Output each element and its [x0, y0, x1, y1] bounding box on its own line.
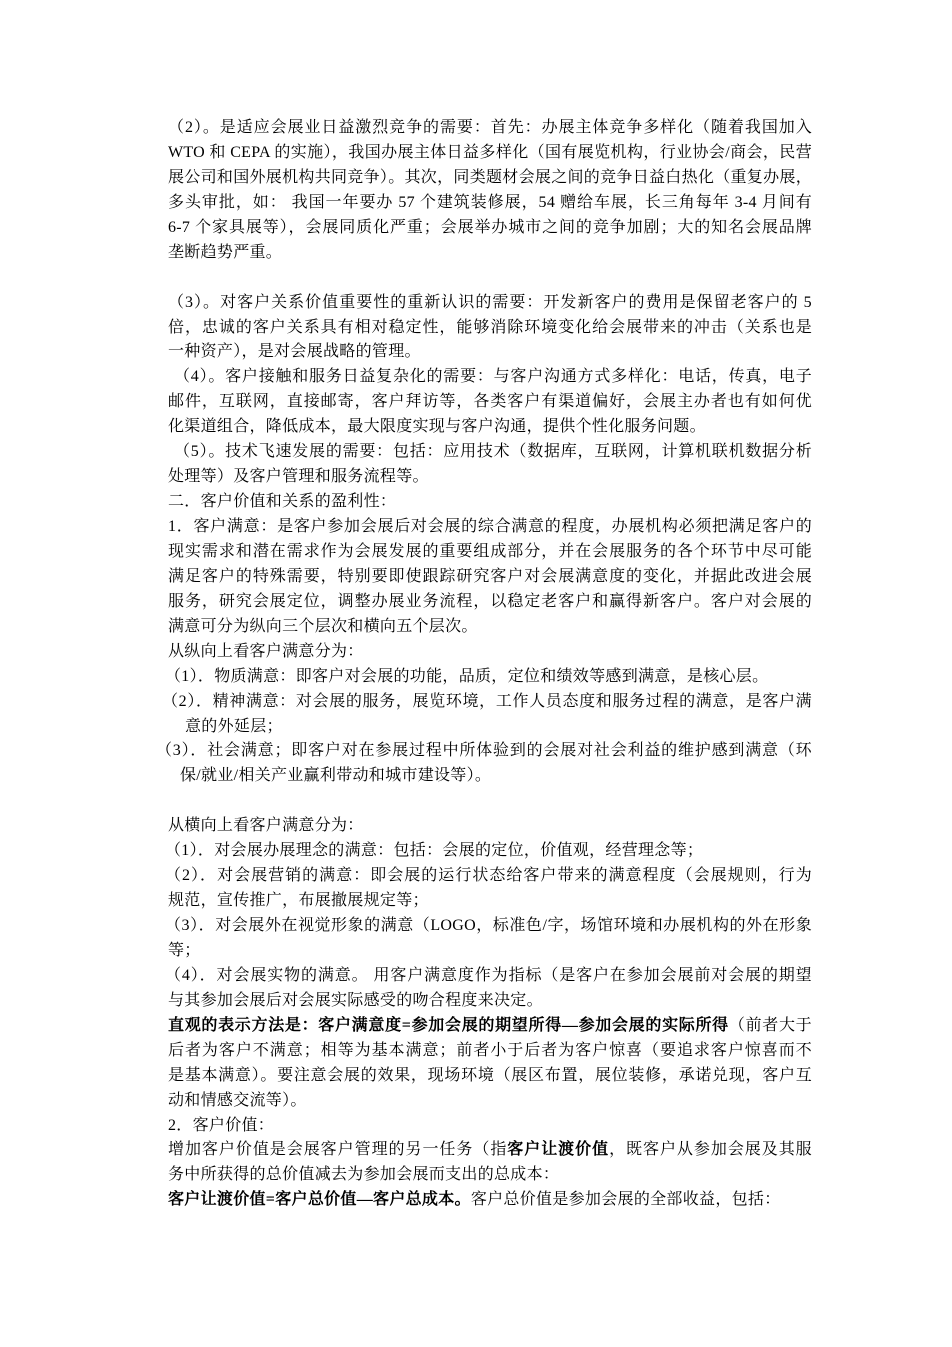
subsection-heading: 2．客户价值：	[168, 1116, 275, 1134]
emphasis-text: 客户让渡价值	[507, 1141, 610, 1159]
text-segment: （前者大于	[728, 1016, 812, 1034]
text-line: 务中所获得的总价值减去为参加会展而支出的总成本：	[168, 1166, 560, 1184]
text-line: 是基本满意）。要注意会展的效果，现场环境（展区布置，展位装修，承诺兑现，客户互	[168, 1066, 812, 1084]
text-line: 化渠道组合，降低成本，最大限度实现与客户沟通，提供个性化服务问题。	[168, 418, 706, 436]
text-segment: 客户总价值是参加会展的全部收益，包括：	[470, 1191, 781, 1209]
list-item-continuation: 与其参加会展后对会展实际感受的吻合程度来决定。	[168, 991, 543, 1009]
text-segment: 增加客户价值是会展客户管理的另一任务（指	[168, 1141, 508, 1159]
formula-text: 客户让渡价值=客户总价值—客户总成本。	[168, 1191, 471, 1209]
text-line: 6-7 个家具展等），会展同质化严重；会展举办城市之间的竞争加剧；大的知名会展品牌	[168, 218, 812, 236]
list-item: （4）．对会展实物的满意。 用客户满意度作为指标（是客户在参加会展前对会展的期望	[165, 966, 812, 984]
text-line: 处理等）及客户管理和服务流程等。	[168, 468, 429, 486]
text-line: （2）。是适应会展业日益激烈竞争的需要：首先：办展主体竞争多样化（随着我国加入	[168, 119, 812, 136]
document-body	[156, 116, 813, 1213]
formula-line	[168, 1188, 812, 1213]
list-item: （1）．对会展办展理念的满意：包括：会展的定位，价值观，经营理念等；	[165, 842, 704, 860]
text-segment: ，既客户从参加会展及其服	[609, 1141, 812, 1159]
list-item-continuation: 保/就业/相关产业赢利带动和城市建设等）。	[180, 767, 492, 785]
blank-line	[168, 266, 812, 291]
text-line: （4）。客户接触和服务日益复杂化的需要：与客户沟通方式多样化：电话，传真，电子	[174, 368, 812, 386]
list-item-continuation: 等；	[168, 941, 201, 959]
list-item-continuation: 规范，宣传推广，布展撤展规定等；	[168, 892, 429, 910]
text-line: 服务，研究会展定位，调整办展业务流程，以稳定老客户和赢得新客户。客户对会展的	[168, 592, 812, 610]
text-line: 满足客户的特殊需要，特别要即使跟踪研究客户对会展满意度的变化，并据此改进会展	[168, 567, 812, 585]
list-item: （3）．对会展外在视觉形象的满意（LOGO，标准色/字，场馆环境和办展机构的外在形象	[165, 917, 812, 934]
text-line: 动和情感交流等）。	[168, 1091, 307, 1109]
list-intro: 从纵向上看客户满意分为：	[168, 642, 364, 660]
text-line: 后者为客户不满意；相等为基本满意；前者小于后者为客户惊喜（要追求客户惊喜而不	[168, 1041, 812, 1059]
text-line: 现实需求和潜在需求作为会展发展的重要组成部分，并在会展服务的各个环节中尽可能	[168, 542, 812, 560]
text-line: 展公司和国外展机构共同竞争）。其次，同类题材会展之间的竞争日益白热化（重复办展，	[168, 168, 813, 186]
list-intro: 从横向上看客户满意分为：	[168, 817, 364, 835]
text-line: 多头审批，如： 我国一年要办 57 个建筑装修展，54 赠给车展，长三角每年 3-4 月间有	[168, 193, 812, 211]
text-line: 一种资产），是对会展战略的管理。	[168, 343, 421, 361]
formula-line	[168, 1014, 812, 1039]
list-item: （2）．精神满意：对会展的服务，展览环境，工作人员态度和服务过程的满意，是客户满	[162, 692, 812, 710]
list-item-continuation: 意的外延层；	[185, 717, 283, 735]
text-line: WTO 和 CEPA 的实施），我国办展主体日益多样化（国有展览机构，行业协会/商会，民营	[168, 143, 812, 161]
text-line: 邮件，互联网，直接邮寄，客户拜访等，各类客户有渠道偏好，会展主办者也有如何优	[168, 393, 812, 411]
formula-text: 直观的表示方法是：客户满意度=参加会展的期望所得—参加会展的实际所得	[168, 1016, 729, 1034]
list-item: （3）．社会满意；即客户对在参展过程中所体验到的会展对社会利益的维护感到满意（环	[156, 742, 812, 760]
text-line: （5）。技术飞速发展的需要：包括：应用技术（数据库，互联网，计算机联机数据分析	[174, 443, 812, 461]
text-line: 垄断趋势严重。	[168, 243, 283, 261]
text-line: 倍，忠诚的客户关系具有相对稳定性，能够消除环境变化给会展带来的冲击（关系也是	[168, 318, 812, 336]
list-item: （1）．物质满意：即客户对会展的功能，品质，定位和绩效等感到满意，是核心层。	[165, 667, 769, 685]
section-heading: 二．客户价值和关系的盈利性：	[168, 493, 397, 511]
text-line: （3）。对客户关系价值重要性的重新认识的需要：开发新客户的费用是保留老客户的 5	[168, 293, 812, 311]
text-line	[168, 1138, 812, 1163]
subsection-heading-line: 1．客户满意：是客户参加会展后对会展的综合满意的程度，办展机构必须把满足客户的	[168, 518, 812, 535]
list-item: （2）．对会展营销的满意：即会展的运行状态给客户带来的满意程度（会展规则，行为	[165, 867, 812, 885]
text-line: 满意可分为纵向三个层次和横向五个层次。	[168, 617, 478, 635]
blank-line	[168, 789, 812, 814]
